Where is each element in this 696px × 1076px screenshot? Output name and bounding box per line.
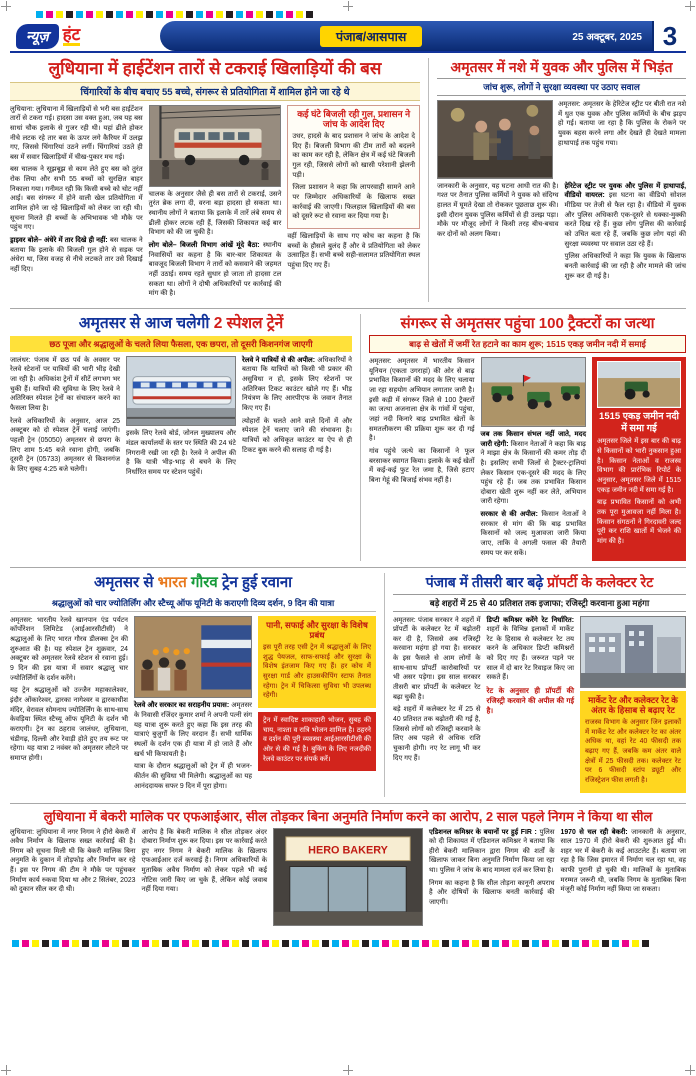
article-bus-accident bbox=[10, 58, 420, 302]
bakery-body-col5: 1970 से चल रही बेकरी: जानकारी के अनुसार, साल 1970 में हीरो बेकरी की शुरुआत हुई थी। शहर भर में बेकरी के कई आउटलेट हैं। बताया जा रहा है कि जिस इमारत में निर्माण चल रहा था, वह काफी पुरानी हो चुकी थी। मालिकों के मुताबिक मरम्मत जरूरी थी, जबकि निगम के मुताबिक बिना मंजूरी कोई निर्माण नहीं किया जा सकता। bbox=[560, 828, 686, 894]
train-body-col1: जालंधर: पंजाब में छठ पर्व के अवसर पर रेलवे स्टेशनों पर यात्रियों की भारी भीड़ देखी जा रही है। अधिकांश ट्रेनों में सीटें लगभग भर चुकी हैं। यात्रियों की सुविधा के लिए रेलवे ने अतिरिक्त स्पेशल ट्रेनों का संचालन करने का फैसला लिया है। रेलवे अधिकारियों के अनुसार, आज 25 अक्टूबर को दो स्पेशल ट्रेनें चलाई जाएंगी। पहली ट्रेन (05050) अमृतसर से छपरा के लिए शाम 5:45 बजे रवाना होगी, जबकि दूसरी ट्रेन (05733) अमृतसर से किशनगंज के लिए सुबह 4:25 बजे चलेगी। bbox=[10, 356, 120, 473]
bus-inset-headline: कई घंटे बिजली रही गुल, प्रशासन ने जांच के आदेश दिए bbox=[297, 108, 411, 130]
tractor-headline: संगरूर से अमृतसर पहुंचा 100 ट्रैक्टरों का जत्था bbox=[400, 314, 655, 332]
collector-body-col1: अमृतसर: पंजाब सरकार ने शहरों में प्रॉपर्टी के कलेक्टर रेट में बढ़ोतरी कर दी है, जिससे अब रजिस्ट्री करवाना महंगा हो गया है। सरकार के इस फैसले से आम लोगों के साथ-साथ प्रॉपर्टी कारोबारियों पर भी असर पड़ेगा। इस साल सरकार तीसरी बार प्रॉपर्टी के कलेक्टर रेट बढ़ा चुकी है। बड़े शहरों में कलेक्टर रेट में 25 से 40 प्रतिशत तक बढ़ोतरी की गई है, जिससे लोगों को रजिस्ट्री करवाने के लिए अब पहले से अधिक राशि चुकानी होगी। नए रेट लागू भी कर दिए गए हैं। bbox=[393, 616, 481, 762]
section-middle bbox=[10, 309, 686, 569]
bakery-body-col4: एडिशनल कमिश्नर के बयानों पर हुई FIR : पुलिस को दी शिकायत में एडिशनल कमिश्नर ने बताया कि हीरो बेकरी मालिकान द्वारा निगम की शर्तों के खिलाफ जाकर बिना अनुमति निर्माण किया जा रहा था। पुलिस ने जांच के बाद मामला दर्ज कर लिया है। निगम का कहना है कि सील तोड़ना कानूनी अपराध है और दोषियों के खिलाफ बनती कार्रवाई की जाएगी। bbox=[429, 828, 555, 907]
property-street-photo bbox=[580, 616, 686, 688]
train-body-col3: रेलवे ने यात्रियों से की अपील: अधिकारियों ने बताया कि यात्रियों को किसी भी प्रकार की असुविधा न हो, इसके लिए स्टेशनों पर अतिरिक्त टिकट काउंटर खोले गए हैं। भीड़ नियंत्रण के लिए आरपीएफ के जवान तैनात किए गए हैं। त्योहारों के चलते आने वाले दिनों में और स्पेशल ट्रेनें चलाए जाने की संभावना है। यात्रियों को अधिकृत काउंटर या ऐप से ही टिकट बुक करने की सलाह दी गई है। bbox=[242, 356, 352, 454]
collector-kicker: बड़े शहरों में 25 से 40 प्रतिशत तक इजाफा; रजिस्ट्री करवाना हुआ महंगा bbox=[393, 594, 686, 612]
bus-body-col1: लुधियाना: लुधियाना में खिलाड़ियों से भरी बस हाईटेंशन तारों से टकरा गई। हादसा उस वक्त हुआ, जब यह बस साधां चौक इलाके से गुजर रही थी। यहां ढीले होकर नीचे लटक रहे तार बस के ऊपर लगे कैरियर में उलझ गए, जिससे चिंगारियां उठने लगीं। चिंगारियां उठते ही बस में सवार खिलाड़ियों में चीख-पुकार मच गई। बस चालक ने सूझबूझ से काम लेते हुए बस को तुरंत रोक लिया और सभी 55 बच्चों को सुरक्षित बाहर निकाला गया। गनीमत रही कि किसी बच्चे को चोट नहीं आई। बस संगरूर में होने वाली खेल प्रतियोगिता में शामिल होने जा रहे खिलाड़ियों को लेकर जा रही थी। सूचना मिलते ही बच्चों के अभिभावक भी मौके पर पहुंच गए। ड्राइवर बोले– अंधेरे में तार दिखे ही नहीं: बस चालक ने बताया कि इलाके की बिजली गुल होने से सड़क पर अंधेरा था, जिस वजह से नीचे लटकते तार उसे दिखाई नहीं दिए। bbox=[10, 105, 143, 274]
masthead bbox=[10, 21, 686, 53]
tractor-body-col1: अमृतसर: अमृतसर में भारतीय किसान यूनियन (एकता उगराहां) की ओर से बाढ़ प्रभावित किसानों की मदद के लिए चलाया जा रहा सहयोग अभियान लगातार जारी है। इसी कड़ी में संगरूर जिले से 100 ट्रैक्टरों का जत्था अजनाला क्षेत्र के गांवों में पहुंचा, जहां नदी किनारे बाढ़ प्रभावित खेतों के समतलीकरण की प्रक्रिया शुरू कर दी गई है। गांव पहुंचे जत्थे का किसानों ने फूल बरसाकर स्वागत किया। इलाके के कई खेतों में कई-कई फुट रेत जमा है, जिसे हटाए बिना गेहूं की बिजाई संभव नहीं है। bbox=[369, 358, 475, 485]
gaurav-body-col1: अमृतसर: भारतीय रेलवे खानपान एंड पर्यटन कॉर्पोरेशन लिमिटेड (आईआरसीटीसी) ने श्रद्धालुओं के लिए भारत गौरव डीलक्स ट्रेन की शुरुआत की है। यह स्पेशल ट्रेन शुक्रवार, 24 अक्टूबर को अमृतसर रेलवे स्टेशन से रवाना हुई। 9 दिन की इस यात्रा में सवार श्रद्धालु चार ज्योतिर्लिंगों के दर्शन करेंगे। यह ट्रेन श्रद्धालुओं को उज्जैन महाकालेश्वर, इंदौर ओंकारेश्वर, द्वारका नागेश्वर व द्वारकाधीश मंदिर, वेरावल सोमनाथ ज्योतिर्लिंग के साथ-साथ केवड़िया स्थित स्टैच्यू ऑफ यूनिटी के दर्शन भी कराएगी। ट्रेन का ठहराव जालंधर, लुधियाना, चंडीगढ़, दिल्ली और रेवाड़ी होते हुए तय रूट पर रहेगा। यह यात्रा 2 नवंबर को अमृतसर लौटने पर समाप्त होगी। bbox=[10, 616, 128, 762]
bakery-shopfront-photo bbox=[273, 828, 423, 927]
special-train-photo bbox=[126, 356, 236, 427]
red-box-body: अमृतसर जिले में इस बार की बाढ़ से किसानों को भारी नुकसान हुआ है। किसान नेताओं व राजस्व विभाग की प्रारंभिक रिपोर्ट के अनुसार, अमृतसर जिले में 1515 एकड़ जमीन नदी में समा गई है। बाढ़ प्रभावित किसानों को अभी तक पूरा मुआवजा नहीं मिला है। किसान संगठनों ने गिरदावरी जल्द पूरी कर राशि खातों में भेजने की मांग की है। bbox=[597, 438, 681, 546]
bus-headline: लुधियाना में हाईटेंशन तारों से टकराई खिलाड़ियों की बस bbox=[48, 59, 382, 78]
tractor-convoy-photo bbox=[481, 357, 587, 427]
gaurav-kicker: श्रद्धालुओं को चार ज्योतिर्लिंग और स्टैच्यू ऑफ यूनिटी के कराएगी दिव्य दर्शन, 9 दिन की यात्रा bbox=[10, 595, 376, 612]
yellow-box-headline: पानी, सफाई और सुरक्षा के विशेष प्रबंध bbox=[266, 619, 368, 641]
logo-hunt-text: हंट bbox=[62, 25, 81, 44]
clash-headline: अमृतसर में नशे में युवक और पुलिस में भिड़ंत bbox=[450, 59, 673, 75]
bakery-body-col2: आरोप है कि बेकरी मालिक ने सील तोड़कर अंदर दोबारा निर्माण शुरू कर दिया। इस पर कार्रवाई करते हुए नगर निगम ने बेकरी मालिक के खिलाफ एफआईआर दर्ज करवाई है। निगम अधिकारियों के मुताबिक अवैध निर्माण को लेकर पहले भी कई नोटिस जारी किए जा चुके हैं, लेकिन कोई जवाब नहीं दिया गया। bbox=[141, 828, 267, 894]
flood-field-photo bbox=[597, 361, 681, 408]
bakery-body-col1: लुधियाना: लुधियाना में नगर निगम ने हीरो बेकरी में अवैध निर्माण के खिलाफ सख्त कार्रवाई की है। निगम को सूचना मिली थी कि बेकरी मालिक बिना अनुमति के दुकान में तोड़फोड़ और निर्माण कर रहे हैं। इस पर निगम की टीम ने मौके पर पहुंचकर निर्माण कार्य रुकवा दिया था और 2 सितंबर, 2023 को दुकान सील कर दी थी। bbox=[10, 828, 136, 894]
train-headline: अमृतसर से आज चलेगी 2 स्पेशल ट्रेनें bbox=[78, 314, 284, 332]
article-bharat-gaurav-train bbox=[10, 573, 376, 796]
bus-body-col2: चालक के अनुसार जैसे ही बस तारों से टकराई, उसने तुरंत ब्रेक लगा दी, वरना बड़ा हादसा हो सकता था। स्थानीय लोगों ने बताया कि इलाके में तारें लंबे समय से ढीली होकर लटक रही हैं, जिसकी शिकायत कई बार विभाग को की जा चुकी है। लोग बोले– बिजली विभाग आंखें मूंदे बैठा: स्थानीय निवासियों का कहना है कि बार-बार शिकायत के बावजूद बिजली विभाग ने तारों को कसवाने की जहमत नहीं उठाई। समय रहते सुधार हो जाता तो हादसा टल सकता था। लोगों ने दोषी अधिकारियों पर कार्रवाई की मांग की है। bbox=[148, 190, 282, 298]
masthead-bar bbox=[160, 21, 652, 51]
bus-inset-box bbox=[287, 105, 420, 230]
section-bakery bbox=[10, 804, 686, 936]
rates-yellow-box bbox=[580, 691, 686, 793]
bus-kicker: चिंगारियों के बीच बचाए 55 बच्चे, संगरूर से प्रतियोगिता में शामिल होने जा रहे थे bbox=[10, 82, 420, 101]
logo-news-text: न्यूज़ bbox=[16, 24, 59, 49]
clash-kicker: जांच शुरू, लोगों ने सुरक्षा व्यवस्था पर उठाए सवाल bbox=[437, 78, 686, 96]
print-registration-strip-top bbox=[36, 10, 686, 19]
collector-red-note: रेट के अनुसार ही प्रॉपर्टी की रजिस्ट्री करवाने की अपील की गई है। bbox=[486, 686, 574, 715]
rates-yellow-box-body: राजस्व विभाग के अनुसार जिन इलाकों में मार्केट रेट और कलेक्टर रेट का अंतर अधिक था, वहां रेट 40 फीसदी तक बढ़ाए गए हैं, जबकि कम अंतर वाले क्षेत्रों में 25 फीसदी तक। कलेक्टर रेट पर 6 फीसदी स्टांप ड्यूटी और रजिस्ट्रेशन फीस लगती है। bbox=[585, 718, 681, 784]
newspaper-logo bbox=[10, 21, 160, 51]
article-tractor-convoy bbox=[360, 314, 686, 562]
clash-body-col2: हेरिटेज स्ट्रीट पर युवक और पुलिस में हाथापाई, वीडियो वायरल: इस घटना का वीडियो सोशल मीडिया पर तेजी से फैल रहा है। वीडियो में युवक और पुलिस अधिकारी एक-दूसरे से धक्का-मुक्की करते दिख रहे हैं। कुछ लोग पुलिस की कार्रवाई को उचित बता रहे हैं, जबकि कुछ लोग यहां की सुरक्षा व्यवस्था पर सवाल उठा रहे हैं। पुलिस अधिकारियों ने कहा कि युवक के खिलाफ बनती कार्रवाई की जा रही है और मामले की जांच शुरू कर दी गई है। bbox=[564, 182, 686, 280]
article-police-clash bbox=[428, 58, 686, 302]
gaurav-body-col2: रेलवे और सरकार का सराहनीय प्रयास: अमृतसर के निवासी रजिंदर कुमार शर्मा ने अपनी पत्नी संग यह यात्रा शुरू करते हुए कहा कि इस तरह की यात्राएं बुजुर्गों के लिए वरदान हैं। सभी धार्मिक स्थलों के दर्शन एक ही यात्रा में हो जाते हैं और खर्च भी किफायती है। यात्रा के दौरान श्रद्धालुओं को ट्रेन में ही भजन-कीर्तन की सुविधा भी मिलेगी। श्रद्धालुओं का यह आनंददायक सफर 9 दिन में पूरा होगा। bbox=[134, 702, 252, 790]
section-badge: पंजाब/आसपास bbox=[320, 26, 422, 47]
rates-yellow-box-headline: मार्केट रेट और कलेक्टर रेट के अंतर के हिसाब से बढ़ाए रेट bbox=[588, 694, 678, 716]
article-collector-rates bbox=[384, 573, 686, 796]
meals-red-box bbox=[258, 712, 376, 771]
clash-photo bbox=[437, 100, 553, 179]
yellow-box-body: इस पूरी तरह एसी ट्रेन में श्रद्धालुओं के लिए शुद्ध पेयजल, साफ-सफाई और सुरक्षा के विशेष इंतजाम किए गए हैं। हर कोच में सुरक्षा गार्ड और हाउसकीपिंग स्टाफ तैनात रहेगा। ट्रेन में चिकित्सा सुविधा भी उपलब्ध रहेगी। bbox=[263, 644, 371, 700]
bus-inset-body: उधर, हादसे के बाद प्रशासन ने जांच के आदेश दे दिए हैं। बिजली विभाग की टीम तारों को बदलने का काम कर रही है, लेकिन क्षेत्र में कई घंटे बिजली गुल रही, जिससे लोगों को खासी परेशानी झेलनी पड़ी। जिला प्रशासन ने कहा कि लापरवाही सामने आने पर जिम्मेदार अधिकारियों के खिलाफ सख्त कार्रवाई की जाएगी। फिलहाल खिलाड़ियों की बस को दूसरे रूट से रवाना कर दिया गया है। bbox=[292, 133, 416, 221]
tractor-body-col2: जब तक किसान संभल नहीं जाते, मदद जारी रहेगी: किसान नेताओं ने कहा कि बाढ़ ने माझा क्षेत्र के किसानों की कमर तोड़ दी है। इसलिए सभी जिलों से ट्रैक्टर-ट्रालियां लेकर किसान एक-दूसरे की मदद के लिए पहुंच रहे हैं। जब तक प्रभावित किसान दोबारा खेती शुरू नहीं कर लेते, अभियान जारी रहेगा। सरकार से की अपील: किसान नेताओं ने सरकार से मांग की कि बाढ़ प्रभावित किसानों को जल्द मुआवजा जारी किया जाए, ताकि वे अगली फसल की तैयारी समय पर कर सकें। bbox=[480, 430, 587, 557]
tractor-kicker: बाढ़ से खेतों में जमीं रेत हटाने का काम शुरू; 1515 एकड़ जमीन नदी में समाई bbox=[369, 335, 686, 353]
bakery-headline: लुधियाना में बेकरी मालिक पर एफआईआर, सील तोड़कर बिना अनुमति निर्माण करने का आरोप, 2 साल पहले निगम ने किया था सील bbox=[43, 809, 653, 824]
meals-red-box-body: ट्रेन में स्वादिष्ट शाकाहारी भोजन, सुबह की चाय, नाश्ता व रात्रि भोजन शामिल है। ठहरने व दर्शन की पूरी व्यवस्था आईआरसीटीसी की ओर से की गई है। बुकिंग के लिए नजदीकी रेलवे काउंटर पर संपर्क करें। bbox=[263, 717, 371, 763]
train-body-col2: इसके लिए रेलवे बोर्ड, जोनल मुख्यालय और मंडल कार्यालयों के स्तर पर स्थिति की 24 घंटे निगरानी रखी जा रही है। रेलवे ने अपील की है कि यात्री भीड़-भाड़ से बचने के लिए निर्धारित समय पर स्टेशन पहुंचें। bbox=[126, 430, 236, 477]
bakery-sign-text: HERO BAKERY bbox=[308, 844, 388, 857]
amenities-yellow-box bbox=[258, 616, 376, 708]
article-special-trains bbox=[10, 314, 352, 562]
section-top bbox=[10, 53, 686, 309]
gaurav-headline: अमृतसर से भारत गौरव ट्रेन हुई रवाना bbox=[93, 574, 293, 592]
flood-land-red-box bbox=[592, 357, 686, 561]
train-kicker: छठ पूजा और श्रद्धालुओं के चलते लिया फैसला, एक छपरा, तो दूसरी किशनगंज जाएगी bbox=[10, 336, 352, 352]
clash-body-col1: जानकारी के अनुसार, यह घटना आधी रात की है। गश्त पर तैनात पुलिस कर्मियों ने युवक को संदिग्ध हालत में घूमते देखा तो रोककर पूछताछ शुरू की। इसी दौरान युवक पुलिस कर्मियों से ही उलझ पड़ा। मौके पर मौजूद लोगों ने किसी तरह बीच-बचाव कर दोनों को अलग किया। bbox=[437, 182, 559, 239]
red-box-headline: 1515 एकड़ जमीन नदी में समा गई bbox=[599, 410, 679, 434]
edition-date: 25 अक्टूबर, 2025 bbox=[572, 32, 642, 43]
page-number: 3 bbox=[652, 21, 686, 51]
bus-accident-photo bbox=[149, 105, 282, 187]
bus-body-col3: वहीं खिलाड़ियों के साथ गए कोच का कहना है कि बच्चों के हौसले बुलंद हैं और वे प्रतियोगिता को लेकर उत्साहित हैं। सभी बच्चे सही-सलामत प्रतियोगिता स्थल पहुंचा दिए गए हैं। bbox=[287, 233, 421, 270]
clash-intro: अमृतसर: अमृतसर के हेरिटेज स्ट्रीट पर बीती रात नशे में धुत एक युवक और पुलिस कर्मियों के बीच झड़प हो गई। बताया जा रहा है कि पुलिस के रोकने पर युवक बहस करने लगा और देखते ही देखते मामला हाथापाई तक पहुंच गया। bbox=[558, 101, 686, 147]
collector-headline: पंजाब में तीसरी बार बढ़े प्रॉपर्टी के कलेक्टर रेट bbox=[425, 574, 654, 591]
collector-body-col2: डिप्टी कमिश्नर करेंगे रेट निर्धारित: शहरों के विभिन्न इलाकों में मार्केट रेट के हिसाब से कलेक्टर रेट तय करने के अधिकार डिप्टी कमिश्नरों को दिए गए हैं। जरूरत पड़ने पर साल में दो बार रेट रिवाइज किए जा सकते हैं। bbox=[486, 616, 574, 682]
print-registration-strip-bottom bbox=[12, 939, 686, 948]
section-lower bbox=[10, 568, 686, 803]
flag-off-photo bbox=[134, 616, 252, 699]
